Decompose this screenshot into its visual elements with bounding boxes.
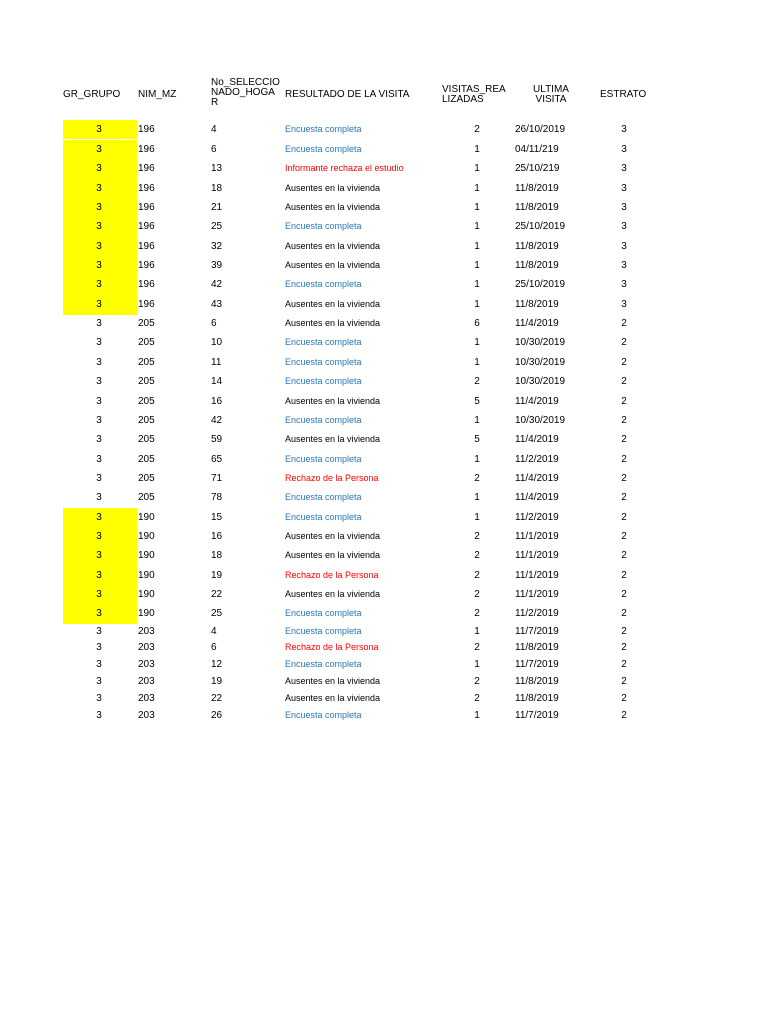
table-row bbox=[0, 256, 768, 275]
row-estrato-cell: 2 bbox=[621, 608, 627, 619]
table-row bbox=[0, 140, 768, 159]
table-row bbox=[0, 508, 768, 527]
table-row bbox=[0, 392, 768, 411]
row-resultado-cell: Encuesta completa bbox=[285, 221, 362, 231]
row-visitas-cell: 1 bbox=[474, 183, 480, 194]
header-ultima-visita-line-1: ULTIMA bbox=[533, 84, 569, 95]
row-hogar-cell: 43 bbox=[211, 299, 223, 310]
row-resultado-cell: Ausentes en la vivienda bbox=[285, 318, 381, 328]
row-nim-mz-cell: 196 bbox=[138, 183, 155, 194]
row-resultado-cell: Ausentes en la vivienda bbox=[285, 183, 381, 193]
row-visitas-cell: 5 bbox=[474, 396, 480, 407]
row-visitas-cell: 2 bbox=[474, 589, 480, 600]
row-ultima-visita-cell: 25/10/2019 bbox=[515, 221, 566, 232]
row-nim-mz-cell: 205 bbox=[138, 454, 155, 465]
row-ultima-visita-cell: 25/10/219 bbox=[515, 163, 560, 174]
row-nim-mz-cell: 205 bbox=[138, 337, 155, 348]
row-gr-grupo-cell: 3 bbox=[96, 434, 102, 445]
row-resultado-cell: Rechazo de la Persona bbox=[285, 570, 379, 580]
row-resultado-cell: Ausentes en la vivienda bbox=[285, 589, 381, 599]
header-no-seleccionado-hogar-line-2: NADO_HOGA bbox=[211, 87, 275, 98]
table-row bbox=[0, 488, 768, 508]
row-resultado-cell: Encuesta completa bbox=[285, 279, 362, 289]
header-no-seleccionado-hogar-line-1: No_SELECCIO bbox=[211, 77, 280, 88]
row-resultado-cell: Ausentes en la vivienda bbox=[285, 299, 381, 309]
table-row bbox=[0, 411, 768, 430]
row-ultima-visita-cell: 11/1/2019 bbox=[515, 570, 559, 581]
table-row bbox=[0, 546, 768, 566]
row-gr-grupo-cell: 3 bbox=[96, 260, 102, 271]
row-hogar-cell: 4 bbox=[211, 124, 217, 135]
row-visitas-cell: 5 bbox=[474, 434, 480, 445]
row-resultado-cell: Ausentes en la vivienda bbox=[285, 531, 381, 541]
row-hogar-cell: 26 bbox=[211, 710, 223, 721]
row-gr-grupo-cell: 3 bbox=[96, 337, 102, 348]
table-row bbox=[0, 314, 768, 333]
row-gr-grupo-cell: 3 bbox=[96, 550, 102, 561]
header-visitas-line-2: LIZADAS bbox=[442, 94, 484, 105]
row-estrato-cell: 2 bbox=[621, 642, 627, 653]
row-nim-mz-cell: 205 bbox=[138, 415, 155, 426]
row-resultado-cell: Ausentes en la vivienda bbox=[285, 396, 381, 406]
row-gr-grupo-cell: 3 bbox=[96, 396, 102, 407]
row-hogar-cell: 6 bbox=[211, 318, 217, 329]
row-visitas-cell: 1 bbox=[474, 144, 480, 155]
row-resultado-cell: Encuesta completa bbox=[285, 144, 362, 154]
row-visitas-cell: 2 bbox=[474, 570, 480, 581]
table-row bbox=[0, 159, 768, 179]
row-gr-grupo-cell: 3 bbox=[96, 710, 102, 721]
row-visitas-cell: 2 bbox=[474, 608, 480, 619]
row-hogar-cell: 6 bbox=[211, 642, 217, 653]
row-nim-mz-cell: 203 bbox=[138, 710, 155, 721]
row-gr-grupo-cell: 3 bbox=[96, 376, 102, 387]
row-gr-grupo-cell: 3 bbox=[96, 279, 102, 290]
row-resultado-cell: Encuesta completa bbox=[285, 659, 362, 669]
row-nim-mz-cell: 205 bbox=[138, 318, 155, 329]
row-nim-mz-cell: 196 bbox=[138, 202, 155, 213]
table-row bbox=[0, 237, 768, 256]
row-hogar-cell: 42 bbox=[211, 279, 223, 290]
row-resultado-cell: Encuesta completa bbox=[285, 512, 362, 522]
row-hogar-cell: 71 bbox=[211, 473, 223, 484]
table-row bbox=[0, 624, 768, 640]
row-hogar-cell: 13 bbox=[211, 163, 223, 174]
row-estrato-cell: 2 bbox=[621, 318, 627, 329]
row-ultima-visita-cell: 11/4/2019 bbox=[515, 434, 559, 445]
row-visitas-cell: 1 bbox=[474, 299, 480, 310]
row-nim-mz-cell: 196 bbox=[138, 279, 155, 290]
row-nim-mz-cell: 190 bbox=[138, 608, 155, 619]
row-estrato-cell: 2 bbox=[621, 676, 627, 687]
row-visitas-cell: 2 bbox=[474, 473, 480, 484]
row-visitas-cell: 1 bbox=[474, 512, 480, 523]
row-hogar-cell: 22 bbox=[211, 589, 223, 600]
row-hogar-cell: 25 bbox=[211, 221, 223, 232]
table-row bbox=[0, 527, 768, 546]
row-ultima-visita-cell: 11/7/2019 bbox=[515, 710, 559, 721]
row-gr-grupo-cell: 3 bbox=[96, 531, 102, 542]
row-gr-grupo-cell: 3 bbox=[96, 241, 102, 252]
row-resultado-cell: Encuesta completa bbox=[285, 626, 362, 636]
row-estrato-cell: 2 bbox=[621, 492, 627, 503]
row-resultado-cell: Encuesta completa bbox=[285, 608, 362, 618]
row-ultima-visita-cell: 10/30/2019 bbox=[515, 376, 566, 387]
row-nim-mz-cell: 196 bbox=[138, 163, 155, 174]
row-estrato-cell: 2 bbox=[621, 396, 627, 407]
row-visitas-cell: 1 bbox=[474, 492, 480, 503]
row-estrato-cell: 3 bbox=[621, 124, 627, 135]
row-resultado-cell: Encuesta completa bbox=[285, 710, 362, 720]
table-row bbox=[0, 372, 768, 392]
header-estrato: ESTRATO bbox=[600, 89, 647, 100]
row-visitas-cell: 2 bbox=[474, 376, 480, 387]
row-estrato-cell: 2 bbox=[621, 434, 627, 445]
row-visitas-cell: 1 bbox=[474, 202, 480, 213]
row-visitas-cell: 1 bbox=[474, 260, 480, 271]
row-resultado-cell: Rechazo de la Persona bbox=[285, 642, 379, 652]
row-hogar-cell: 19 bbox=[211, 570, 223, 581]
row-gr-grupo-cell: 3 bbox=[96, 659, 102, 670]
row-visitas-cell: 1 bbox=[474, 626, 480, 637]
row-hogar-cell: 65 bbox=[211, 454, 223, 465]
table-row bbox=[0, 708, 768, 725]
row-nim-mz-cell: 203 bbox=[138, 626, 155, 637]
row-resultado-cell: Encuesta completa bbox=[285, 124, 362, 134]
row-visitas-cell: 1 bbox=[474, 415, 480, 426]
row-nim-mz-cell: 196 bbox=[138, 241, 155, 252]
row-ultima-visita-cell: 10/30/2019 bbox=[515, 415, 566, 426]
row-estrato-cell: 3 bbox=[621, 279, 627, 290]
row-gr-grupo-cell: 3 bbox=[96, 318, 102, 329]
row-estrato-cell: 3 bbox=[621, 241, 627, 252]
row-resultado-cell: Encuesta completa bbox=[285, 357, 362, 367]
row-gr-grupo-cell: 3 bbox=[96, 202, 102, 213]
table-row bbox=[0, 333, 768, 353]
table-row bbox=[0, 657, 768, 674]
row-hogar-cell: 10 bbox=[211, 337, 223, 348]
row-hogar-cell: 16 bbox=[211, 396, 223, 407]
row-resultado-cell: Ausentes en la vivienda bbox=[285, 434, 381, 444]
header-gr-grupo: GR_GRUPO bbox=[63, 89, 121, 100]
row-hogar-cell: 78 bbox=[211, 492, 223, 503]
row-estrato-cell: 2 bbox=[621, 454, 627, 465]
row-nim-mz-cell: 196 bbox=[138, 260, 155, 271]
row-estrato-cell: 2 bbox=[621, 570, 627, 581]
row-ultima-visita-cell: 11/8/2019 bbox=[515, 642, 559, 653]
row-gr-grupo-cell: 3 bbox=[96, 415, 102, 426]
row-visitas-cell: 6 bbox=[474, 318, 480, 329]
row-hogar-cell: 6 bbox=[211, 144, 217, 155]
row-gr-grupo-cell: 3 bbox=[96, 221, 102, 232]
row-resultado-cell: Ausentes en la vivienda bbox=[285, 676, 381, 686]
row-hogar-cell: 16 bbox=[211, 531, 223, 542]
row-estrato-cell: 2 bbox=[621, 415, 627, 426]
row-estrato-cell: 3 bbox=[621, 299, 627, 310]
table-row bbox=[0, 295, 768, 315]
row-ultima-visita-cell: 11/2/2019 bbox=[515, 512, 559, 523]
row-nim-mz-cell: 203 bbox=[138, 693, 155, 704]
row-ultima-visita-cell: 11/1/2019 bbox=[515, 589, 559, 600]
row-estrato-cell: 3 bbox=[621, 202, 627, 213]
row-hogar-cell: 25 bbox=[211, 608, 223, 619]
row-ultima-visita-cell: 11/8/2019 bbox=[515, 241, 559, 252]
row-nim-mz-cell: 205 bbox=[138, 396, 155, 407]
row-hogar-cell: 22 bbox=[211, 693, 223, 704]
row-ultima-visita-cell: 26/10/2019 bbox=[515, 124, 566, 135]
row-visitas-cell: 1 bbox=[474, 241, 480, 252]
header-visitas bbox=[442, 85, 506, 105]
row-visitas-cell: 2 bbox=[474, 676, 480, 687]
row-gr-grupo-cell: 3 bbox=[96, 124, 102, 135]
row-visitas-cell: 2 bbox=[474, 693, 480, 704]
table-row bbox=[0, 469, 768, 488]
row-gr-grupo-cell: 3 bbox=[96, 357, 102, 368]
row-hogar-cell: 14 bbox=[211, 376, 223, 387]
row-visitas-cell: 1 bbox=[474, 221, 480, 232]
row-nim-mz-cell: 190 bbox=[138, 589, 155, 600]
row-gr-grupo-cell: 3 bbox=[96, 473, 102, 484]
row-estrato-cell: 2 bbox=[621, 693, 627, 704]
row-ultima-visita-cell: 11/8/2019 bbox=[515, 299, 559, 310]
row-nim-mz-cell: 203 bbox=[138, 676, 155, 687]
row-gr-grupo-cell: 3 bbox=[96, 454, 102, 465]
row-ultima-visita-cell: 11/8/2019 bbox=[515, 183, 559, 194]
row-ultima-visita-cell: 11/4/2019 bbox=[515, 492, 559, 503]
row-nim-mz-cell: 203 bbox=[138, 642, 155, 653]
row-visitas-cell: 1 bbox=[474, 710, 480, 721]
row-resultado-cell: Ausentes en la vivienda bbox=[285, 202, 381, 212]
row-nim-mz-cell: 196 bbox=[138, 221, 155, 232]
row-estrato-cell: 2 bbox=[621, 550, 627, 561]
row-estrato-cell: 3 bbox=[621, 163, 627, 174]
row-ultima-visita-cell: 11/4/2019 bbox=[515, 318, 559, 329]
table-row bbox=[0, 179, 768, 198]
row-nim-mz-cell: 203 bbox=[138, 659, 155, 670]
row-resultado-cell: Encuesta completa bbox=[285, 415, 362, 425]
row-ultima-visita-cell: 11/7/2019 bbox=[515, 626, 559, 637]
row-hogar-cell: 42 bbox=[211, 415, 223, 426]
row-resultado-cell: Ausentes en la vivienda bbox=[285, 693, 381, 703]
row-nim-mz-cell: 190 bbox=[138, 550, 155, 561]
row-nim-mz-cell: 190 bbox=[138, 531, 155, 542]
row-visitas-cell: 1 bbox=[474, 337, 480, 348]
row-gr-grupo-cell: 3 bbox=[96, 693, 102, 704]
row-estrato-cell: 2 bbox=[621, 376, 627, 387]
row-nim-mz-cell: 205 bbox=[138, 473, 155, 484]
row-hogar-cell: 21 bbox=[211, 202, 223, 213]
row-hogar-cell: 59 bbox=[211, 434, 223, 445]
row-estrato-cell: 2 bbox=[621, 659, 627, 670]
row-nim-mz-cell: 205 bbox=[138, 492, 155, 503]
row-hogar-cell: 11 bbox=[211, 357, 222, 368]
header-nim-mz: NIM_MZ bbox=[138, 89, 177, 100]
row-nim-mz-cell: 205 bbox=[138, 357, 155, 368]
table-row bbox=[0, 120, 768, 139]
row-visitas-cell: 2 bbox=[474, 550, 480, 561]
row-hogar-cell: 12 bbox=[211, 659, 223, 670]
table-row bbox=[0, 275, 768, 295]
row-hogar-cell: 15 bbox=[211, 512, 223, 523]
row-estrato-cell: 2 bbox=[621, 531, 627, 542]
row-ultima-visita-cell: 11/8/2019 bbox=[515, 693, 559, 704]
row-ultima-visita-cell: 11/8/2019 bbox=[515, 676, 559, 687]
row-ultima-visita-cell: 11/1/2019 bbox=[515, 550, 559, 561]
row-resultado-cell: Encuesta completa bbox=[285, 337, 362, 347]
row-visitas-cell: 1 bbox=[474, 454, 480, 465]
row-estrato-cell: 2 bbox=[621, 589, 627, 600]
row-estrato-cell: 2 bbox=[621, 337, 627, 348]
row-resultado-cell: Ausentes en la vivienda bbox=[285, 260, 381, 270]
row-nim-mz-cell: 205 bbox=[138, 434, 155, 445]
row-gr-grupo-cell: 3 bbox=[96, 512, 102, 523]
row-hogar-cell: 19 bbox=[211, 676, 223, 687]
row-gr-grupo-cell: 3 bbox=[96, 589, 102, 600]
row-ultima-visita-cell: 11/8/2019 bbox=[515, 260, 559, 271]
row-ultima-visita-cell: 11/2/2019 bbox=[515, 454, 559, 465]
row-estrato-cell: 2 bbox=[621, 626, 627, 637]
row-hogar-cell: 18 bbox=[211, 550, 223, 561]
header-visitas-line-1: VISITAS_REA bbox=[442, 84, 506, 95]
row-visitas-cell: 2 bbox=[474, 124, 480, 135]
table-row bbox=[0, 585, 768, 604]
row-hogar-cell: 18 bbox=[211, 183, 223, 194]
header-no-seleccionado-hogar bbox=[211, 78, 280, 108]
row-gr-grupo-cell: 3 bbox=[96, 642, 102, 653]
row-resultado-cell: Ausentes en la vivienda bbox=[285, 241, 381, 251]
row-ultima-visita-cell: 10/30/2019 bbox=[515, 357, 566, 368]
row-ultima-visita-cell: 10/30/2019 bbox=[515, 337, 566, 348]
header-ultima-visita bbox=[528, 85, 574, 105]
row-ultima-visita-cell: 11/4/2019 bbox=[515, 473, 559, 484]
row-gr-grupo-cell: 3 bbox=[96, 492, 102, 503]
table-row bbox=[0, 674, 768, 691]
row-visitas-cell: 2 bbox=[474, 531, 480, 542]
row-gr-grupo-cell: 3 bbox=[96, 676, 102, 687]
row-resultado-cell: Encuesta completa bbox=[285, 376, 362, 386]
row-estrato-cell: 3 bbox=[621, 183, 627, 194]
row-visitas-cell: 1 bbox=[474, 279, 480, 290]
row-nim-mz-cell: 205 bbox=[138, 376, 155, 387]
header-no-seleccionado-hogar-line-3: R bbox=[211, 97, 219, 108]
row-visitas-cell: 1 bbox=[474, 659, 480, 670]
row-ultima-visita-cell: 11/7/2019 bbox=[515, 659, 559, 670]
row-gr-grupo-cell: 3 bbox=[96, 163, 102, 174]
header-ultima-visita-line-2: VISITA bbox=[535, 94, 567, 105]
row-visitas-cell: 1 bbox=[474, 163, 480, 174]
row-estrato-cell: 3 bbox=[621, 144, 627, 155]
row-ultima-visita-cell: 11/8/2019 bbox=[515, 202, 559, 213]
row-resultado-cell: Rechazo de la Persona bbox=[285, 473, 379, 483]
row-gr-grupo-cell: 3 bbox=[96, 183, 102, 194]
row-hogar-cell: 32 bbox=[211, 241, 223, 252]
row-resultado-cell: Encuesta completa bbox=[285, 454, 362, 464]
table-row bbox=[0, 353, 768, 372]
row-hogar-cell: 39 bbox=[211, 260, 223, 271]
table-row bbox=[0, 691, 768, 708]
row-visitas-cell: 2 bbox=[474, 642, 480, 653]
table-row bbox=[0, 217, 768, 237]
row-gr-grupo-cell: 3 bbox=[96, 144, 102, 155]
row-visitas-cell: 1 bbox=[474, 357, 480, 368]
row-gr-grupo-cell: 3 bbox=[96, 626, 102, 637]
table-row bbox=[0, 640, 768, 657]
row-estrato-cell: 2 bbox=[621, 357, 627, 368]
row-hogar-cell: 4 bbox=[211, 626, 217, 637]
row-estrato-cell: 2 bbox=[621, 710, 627, 721]
row-nim-mz-cell: 190 bbox=[138, 512, 155, 523]
table-row bbox=[0, 198, 768, 217]
row-ultima-visita-cell: 11/1/2019 bbox=[515, 531, 559, 542]
row-estrato-cell: 2 bbox=[621, 512, 627, 523]
row-estrato-cell: 2 bbox=[621, 473, 627, 484]
row-ultima-visita-cell: 04/11/219 bbox=[515, 144, 559, 155]
row-nim-mz-cell: 196 bbox=[138, 144, 155, 155]
table-row bbox=[0, 430, 768, 450]
table-row bbox=[0, 604, 768, 624]
row-gr-grupo-cell: 3 bbox=[96, 608, 102, 619]
row-estrato-cell: 3 bbox=[621, 221, 627, 232]
row-nim-mz-cell: 196 bbox=[138, 299, 155, 310]
row-resultado-cell: Ausentes en la vivienda bbox=[285, 550, 381, 560]
row-resultado-cell: Informante rechaza el estudio bbox=[285, 163, 404, 173]
row-ultima-visita-cell: 11/4/2019 bbox=[515, 396, 559, 407]
row-gr-grupo-cell: 3 bbox=[96, 570, 102, 581]
row-resultado-cell: Encuesta completa bbox=[285, 492, 362, 502]
row-ultima-visita-cell: 25/10/2019 bbox=[515, 279, 566, 290]
header-resultado: RESULTADO DE LA VISITA bbox=[285, 89, 410, 100]
row-nim-mz-cell: 190 bbox=[138, 570, 155, 581]
row-gr-grupo-cell: 3 bbox=[96, 299, 102, 310]
table-row bbox=[0, 450, 768, 469]
row-nim-mz-cell: 196 bbox=[138, 124, 155, 135]
row-ultima-visita-cell: 11/2/2019 bbox=[515, 608, 559, 619]
table-row bbox=[0, 566, 768, 585]
row-estrato-cell: 3 bbox=[621, 260, 627, 271]
